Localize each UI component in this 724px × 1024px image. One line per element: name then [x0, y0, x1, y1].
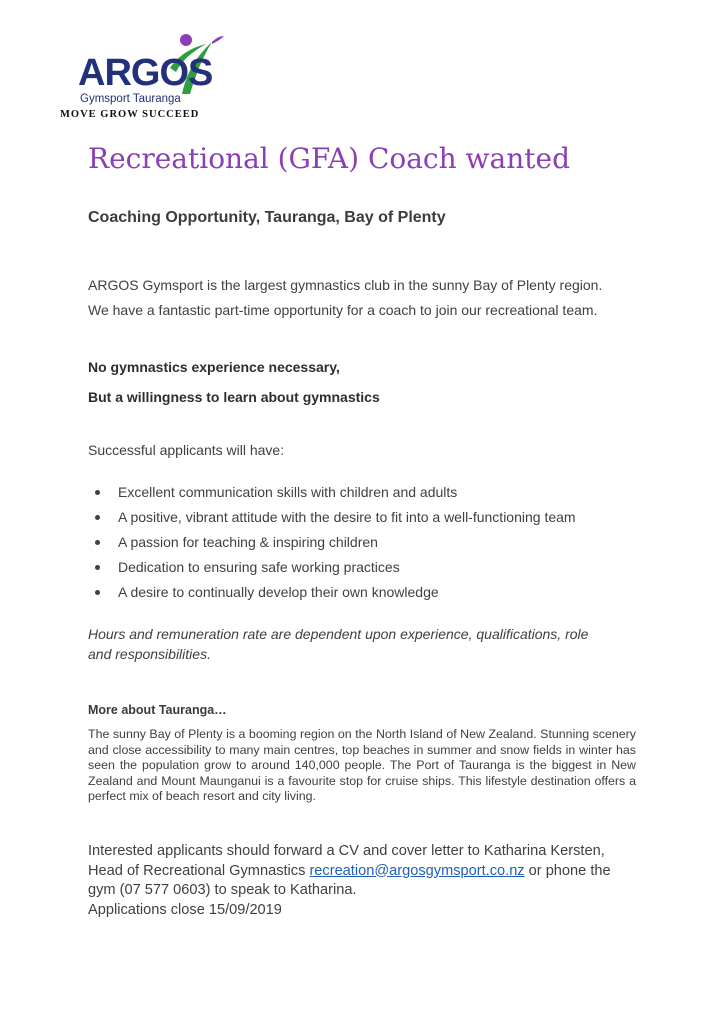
logo-tagline: MOVE GROW SUCCEED [60, 109, 200, 120]
bullet-icon [95, 590, 100, 595]
list-item [88, 580, 576, 605]
contact-line-2-prefix: Head of Recreational Gymnastics [88, 862, 310, 879]
list-item [88, 480, 576, 505]
logo-wordmark: ARGOS [78, 52, 213, 94]
hours-note-line-1: Hours and remuneration rate are dependent upon experience, qualifications, role [88, 626, 589, 642]
bullet-icon [95, 515, 100, 520]
list-item [88, 555, 576, 580]
contact-line-1: Interested applicants should forward a CV and cover letter to Katharina Kersten, [88, 843, 605, 859]
requirements-list [88, 480, 576, 605]
bullet-icon [95, 490, 100, 495]
page-subtitle: Coaching Opportunity, Tauranga, Bay of Plenty [88, 209, 446, 226]
requirements-intro: Successful applicants will have: [88, 442, 285, 458]
highlight-line-2: But a willingness to learn about gymnastics [88, 389, 380, 405]
highlight-line-1: No gymnastics experience necessary, [88, 359, 340, 375]
contact-line-2-suffix: or phone the [524, 862, 611, 879]
contact-line-2 [88, 862, 648, 882]
list-item-text: Excellent communication skills with children and adults [118, 484, 458, 500]
page-title: Recreational (GFA) Coach wanted [88, 142, 570, 175]
contact-line-3: gym (07 577 0603) to speak to Katharina. [88, 882, 357, 898]
intro-line-1: ARGOS Gymsport is the largest gymnastics club in the sunny Bay of Plenty region. [88, 277, 603, 293]
list-item [88, 530, 576, 555]
list-item-text: A positive, vibrant attitude with the desire to fit into a well-functioning team [118, 509, 576, 525]
intro-line-2: We have a fantastic part-time opportunity for a coach to join our recreational team. [88, 302, 598, 318]
email-link[interactable]: recreation@argosgymsport.co.nz [309, 862, 525, 879]
logo-subtitle: Gymsport Tauranga [80, 93, 181, 105]
hours-note-line-2: and responsibilities. [88, 646, 211, 662]
section-heading: More about Tauranga… [88, 703, 227, 717]
contact-block [88, 842, 648, 920]
list-item [88, 505, 576, 530]
list-item-text: A desire to continually develop their own knowledge [118, 584, 439, 600]
club-logo [60, 28, 230, 122]
bullet-icon [95, 565, 100, 570]
bullet-icon [95, 540, 100, 545]
list-item-text: Dedication to ensuring safe working practices [118, 559, 400, 575]
list-item-text: A passion for teaching & inspiring children [118, 534, 378, 550]
about-paragraph: The sunny Bay of Plenty is a booming region on the North Island of New Zealand. Stunning scenery and close accessibility to many main centres, top beaches in summer and snow fields in winter has seen the population grow to around 140,000 people. The Port of Tauranga is the biggest in New Zealand and Mount Maunganui is a favourite stop for cruise ships. This lifestyle destination offers a perfect mix of beach resort and city living. [88, 727, 636, 804]
applications-close: Applications close 15/09/2019 [88, 901, 282, 918]
